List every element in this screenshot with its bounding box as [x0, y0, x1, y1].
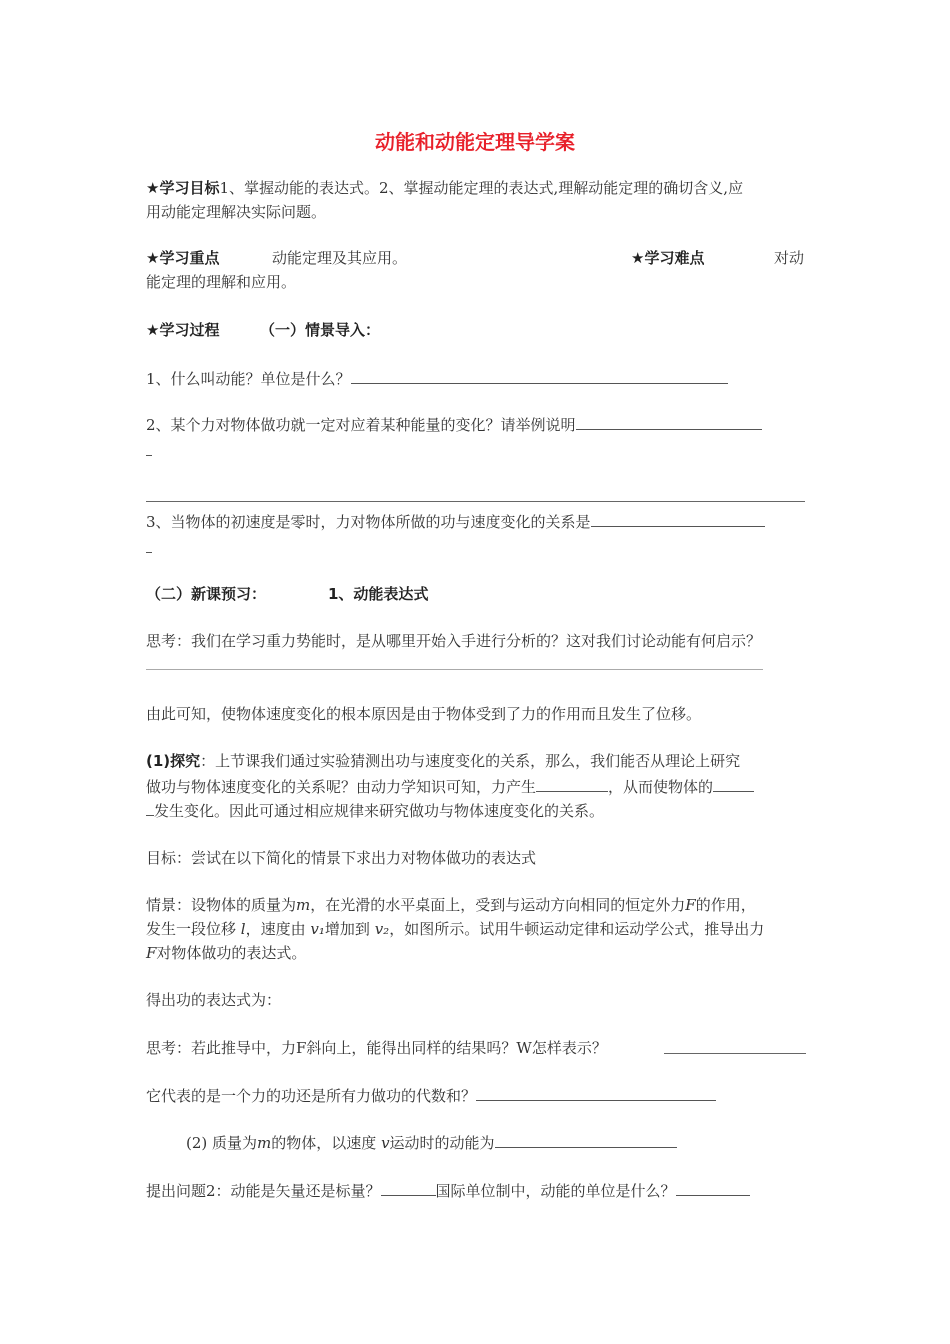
explore-line-1	[146, 751, 740, 771]
answer-blank-ke[interactable]	[495, 1132, 677, 1148]
answer-blank-unit[interactable]	[676, 1180, 750, 1196]
scenario-text-2b: ，速度由	[245, 920, 306, 938]
answer-line-2[interactable]	[146, 501, 805, 502]
explore-text-1: ：上节课我们通过实验猜测出功与速度变化的关系，那么，我们能否从理论上研究	[200, 752, 741, 770]
objective-label: ★学习目标	[146, 179, 220, 197]
answer-blank-3[interactable]	[591, 511, 765, 527]
scenario-text-1a: 情景：设物体的质量为	[146, 896, 297, 914]
symbol-v: v	[381, 1134, 390, 1152]
answer-blank-1[interactable]	[351, 368, 728, 384]
question-1	[146, 368, 728, 389]
question-2-text: 2、某个力对物体做功就一定对应着某种能量的变化？请举例说明	[146, 416, 576, 434]
answer-blank-work[interactable]	[476, 1085, 716, 1101]
think-2-text: 思考：若此推导中，力F斜向上，能得出同样的结果吗？W怎样表示？	[146, 1039, 607, 1057]
answer-blank-force[interactable]	[536, 776, 608, 792]
objective-text-2: 用动能定理解决实际问题。	[146, 203, 327, 221]
process-label: ★学习过程	[146, 321, 220, 339]
objective-line-1	[146, 178, 743, 198]
scenario-text-3b: 对物体做功的表达式。	[156, 944, 307, 962]
answer-blank-vector[interactable]	[381, 1180, 436, 1196]
scenario-line-2	[146, 919, 764, 939]
scenario-text-1b: ，在光滑的水平桌面上，受到与运动方向相同的恒定外力	[310, 896, 686, 914]
answer-blank-think-2[interactable]	[664, 1053, 806, 1054]
section-1-heading: （一）情景导入：	[260, 321, 381, 339]
question-work	[146, 1085, 716, 1106]
scenario-line-3	[146, 943, 306, 963]
question-work-text: 它代表的是一个力的功还是所有力做功的代数和？	[146, 1087, 477, 1105]
explore-text-3: 发生变化。因此可通过相应规律来研究做功与物体速度变化的关系。	[154, 802, 605, 820]
question-vector-text-b: 国际单位制中，动能的单位是什么？	[435, 1182, 676, 1200]
answer-blank-2-tail	[146, 455, 152, 456]
question-3-text: 3、当物体的初速度是零时，力对物体所做的功与速度变化的关系是	[146, 513, 591, 531]
explore-line-2	[146, 776, 754, 797]
symbol-v2: v₂	[374, 920, 390, 938]
result-prompt: 得出功的表达式为：	[146, 991, 282, 1009]
scenario-text-1c: 的作用，	[695, 896, 756, 914]
scenario-line-1	[146, 895, 756, 915]
question-1-text: 1、什么叫动能？单位是什么？	[146, 370, 351, 388]
difficulty-text-2: 能定理的理解和应用。	[146, 273, 297, 291]
symbol-v1: v₁	[310, 920, 325, 938]
goal: 目标：尝试在以下简化的情景下求出力对物体做功的表达式	[146, 849, 537, 867]
key-point-line	[146, 248, 408, 268]
scenario-text-2d: ，如图所示。试用牛顿运动定律和运动学公式，推导出力	[389, 920, 765, 938]
section-2-line	[146, 584, 429, 604]
question-kinetic-energy	[186, 1132, 677, 1153]
symbol-F-2: F	[146, 944, 157, 962]
answer-blank-quantity-tail[interactable]	[146, 800, 154, 816]
think-2	[146, 1038, 607, 1058]
symbol-m-2: m	[257, 1134, 272, 1152]
page-title: 动能和动能定理导学案	[375, 130, 575, 154]
process-line	[146, 320, 381, 340]
key-point-label: ★学习重点	[146, 249, 220, 267]
difficulty-label: ★学习难点	[631, 249, 705, 267]
question-3	[146, 511, 765, 532]
scenario-text-2c: 增加到	[324, 920, 370, 938]
symbol-F: F	[685, 896, 696, 914]
symbol-m: m	[296, 896, 311, 914]
answer-blank-3-tail	[146, 552, 152, 553]
section-2-heading: （二）新课预习：	[146, 585, 267, 603]
question-vector-text-a: 提出问题2：动能是矢量还是标量？	[146, 1182, 381, 1200]
question-ke-text-a: (2) 质量为	[186, 1134, 258, 1152]
section-2-item: 1、动能表达式	[328, 585, 429, 603]
conclusion: 由此可知，使物体速度变化的根本原因是由于物体受到了力的作用而且发生了位移。	[146, 705, 702, 723]
difficulty-text-end: 对动	[774, 249, 805, 267]
explore-label: (1)探究	[146, 752, 201, 770]
answer-blank-2[interactable]	[576, 414, 762, 430]
question-ke-text-b: 的物体，以速度	[271, 1134, 377, 1152]
objective-text-1: 1、掌握动能的表达式。2、掌握动能定理的表达式,理解动能定理的确切含义,应	[219, 179, 744, 197]
key-point-text: 动能定理及其应用。	[272, 249, 408, 267]
scenario-text-2a: 发生一段位移	[146, 920, 237, 938]
question-2	[146, 414, 762, 435]
answer-line-think-1[interactable]	[146, 669, 763, 670]
question-ke-text-c: 运动时的动能为	[389, 1134, 495, 1152]
answer-blank-quantity[interactable]	[713, 776, 754, 792]
question-vector	[146, 1180, 750, 1201]
explore-line-3	[146, 800, 604, 821]
symbol-l: l	[240, 920, 246, 938]
think-1: 思考：我们在学习重力势能时，是从哪里开始入手进行分析的？这对我们讨论动能有何启示？	[146, 632, 762, 650]
explore-text-2b: ，从而使物体的	[608, 778, 714, 796]
explore-text-2a: 做功与物体速度变化的关系呢？由动力学知识可知，力产生	[146, 778, 537, 796]
